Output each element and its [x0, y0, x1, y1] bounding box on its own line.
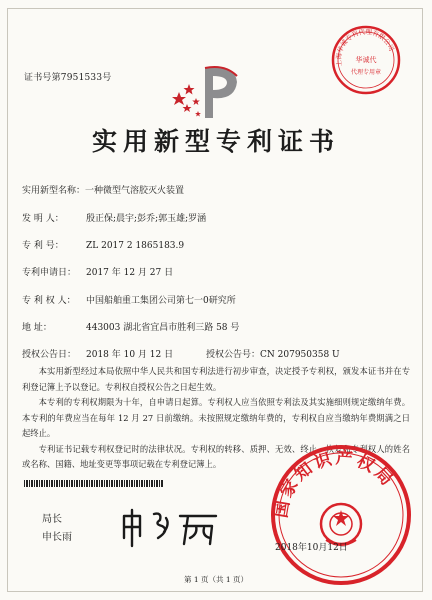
field-inventor-label: 发 明 人： — [22, 214, 64, 224]
agency-stamp-ring-text: 上海华诚专利代理有限公司 — [334, 27, 396, 68]
field-grant-number-value: CN 207950358 U — [260, 350, 340, 360]
field-name-value: 一种微型气溶胶灭火装置 — [85, 186, 185, 196]
field-grant — [22, 347, 340, 360]
body-paragraph: 专利证书记载专利权登记时的法律状况。专利权的转移、质押、无效、终止、恢复和专利权人的姓名或名称、国籍、地址变更等事项记载在专利登记簿上。 — [22, 443, 410, 469]
field-address-value: 443003 湖北省宜昌市胜利三路 58 号 — [86, 323, 240, 333]
agency-stamp-icon — [328, 22, 404, 98]
field-filing-date-value: 2017 年 12 月 27 日 — [86, 268, 174, 278]
field-inventor — [22, 211, 206, 224]
field-address — [22, 320, 239, 333]
signature-icon — [118, 506, 228, 548]
field-patent-number-value: ZL 2017 2 1865183.9 — [86, 241, 185, 251]
certificate-number: 证书号第7951533号 — [24, 73, 112, 83]
official-seal-icon — [266, 440, 416, 590]
field-grant-date-value: 2018 年 10 月 12 日 — [86, 350, 174, 360]
issue-date: 2018年10月12日 — [275, 543, 348, 553]
field-patentee-label: 专 利 权 人： — [22, 296, 76, 306]
field-name — [22, 183, 184, 196]
field-filing-date-label: 专利申请日： — [22, 268, 77, 278]
body-paragraph: 本专利的专利权期限为十年，自申请日起算。专利权人应当依照专利法及其实施细则规定缴纳年费。本专利的年费应当在每年 12 月 27 日前缴纳。未按照规定缴纳年费的，专利权自应当缴纳年费期满之日起终止。 — [22, 397, 410, 438]
field-patentee — [22, 293, 236, 306]
field-inventor-value: 殷正保;晨宇;彭乔;郭玉雄;罗涵 — [86, 214, 207, 224]
field-grant-number-label: 授权公告号： — [206, 350, 261, 360]
field-name-label: 实用新型名称： — [22, 186, 86, 196]
agency-stamp-bottom-text: 代理专用章 — [350, 69, 382, 76]
field-address-label: 地 址： — [22, 323, 52, 333]
field-patentee-value: 中国船舶重工集团公司第七一0研究所 — [86, 296, 236, 306]
cnipa-logo-icon — [165, 62, 255, 122]
field-patent-number-label: 专 利 号： — [22, 241, 64, 251]
director-title: 局长 — [42, 514, 62, 525]
field-patent-number — [22, 238, 184, 251]
body-paragraph: 本实用新型经过本局依照中华人民共和国专利法进行初步审查，决定授予专利权，颁发本证书并在专利登记簿上予以登记。专利权自授权公告之日起生效。 — [22, 366, 410, 392]
field-grant-date-label: 授权公告日： — [22, 350, 77, 360]
page-footer: 第 1 页（共 1 页） — [183, 575, 249, 584]
signature-text: 申长雨 — [118, 547, 121, 548]
field-filing-date — [22, 265, 173, 278]
agency-stamp-center-text: 华诚代 — [355, 56, 377, 64]
certificate-title: 实用新型专利证书 — [91, 127, 340, 156]
barcode-icon — [24, 480, 164, 487]
director-name: 申长雨 — [42, 532, 72, 543]
seal-text: 国家知识产权局 — [271, 448, 399, 520]
